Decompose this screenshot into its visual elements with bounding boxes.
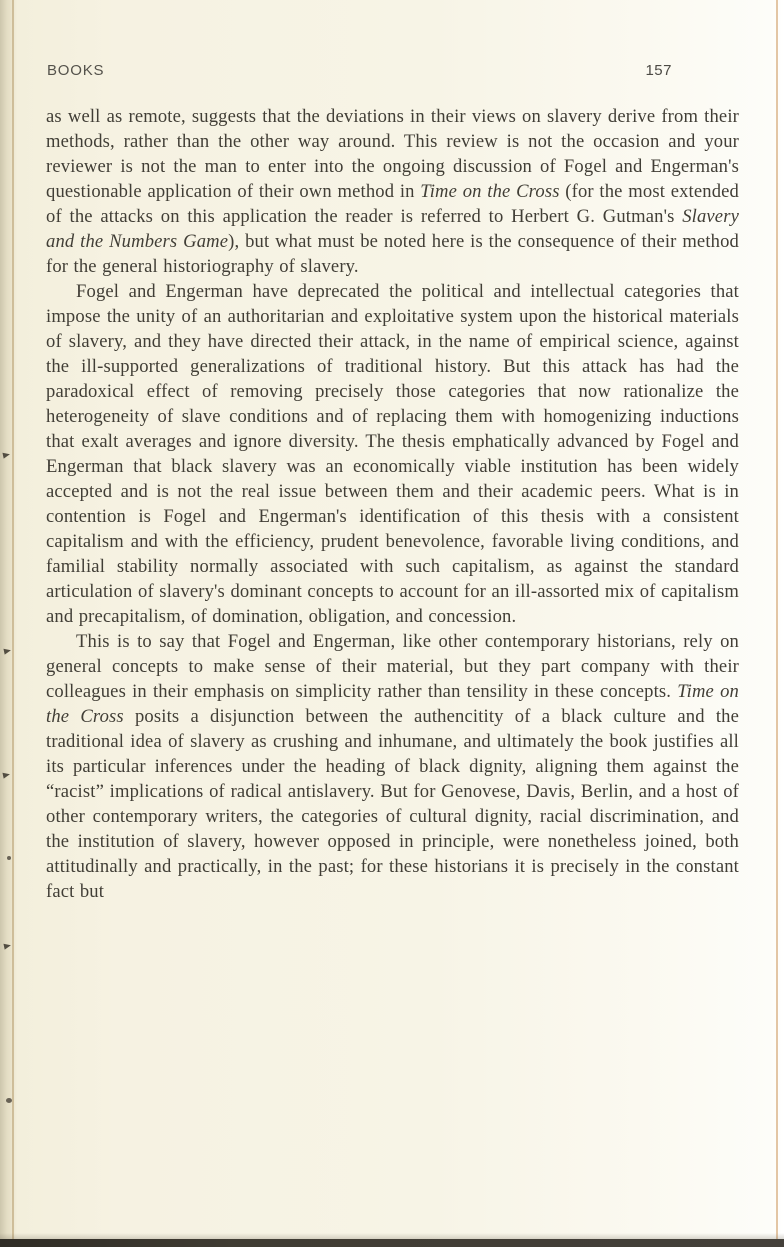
page-text — [46, 104, 739, 904]
section-title: BOOKS — [47, 62, 105, 79]
binding-crease-line — [12, 0, 14, 1247]
body-paragraph — [46, 629, 739, 904]
paragraph-text: Fogel and Engerman have deprecated the political and intellectual categories that impose the unity of an authoritarian and exploitative system upon the historical materials of slavery, and they have directed their attack, in the name of empirical science, against the ill-supported generalizations of traditional history. But this attack has had the paradoxical effect of removing precisely those categories that now rationalize the heterogeneity of slave conditions and of replacing them with homogenizing inductions that exalt averages and ignore diversity. The thesis emphatically advanced by Fogel and Engerman that black slavery was an economically viable institution has been widely accepted and is not the real issue between them and their academic peers. What is in contention is Fogel and Engerman's identification of this thesis with a consistent capitalism and with the efficiency, prudent benevolence, favorable living conditions, and familial stability normally associated with such capitalism, as against the standard articulation of slavery's dominant concepts to account for an ill-assorted mix of capitalism and precapitalism, of domination, obligation, and concession. — [46, 281, 739, 627]
paragraph-text: This is to say that Fogel and Engerman, like other contemporary historians, rely on general concepts to make sense of their material, but they part company with their colleagues in their emphasis on simplicity rather than tensility in these concepts. — [46, 631, 739, 702]
paragraph-text: (for the most extended of the attacks on this application the reader is referred to Herbert G. Gutman's — [46, 181, 740, 227]
book-title-italic: Time on the Cross — [420, 181, 560, 202]
page-number: 157 — [645, 62, 672, 79]
right-page-edge-line — [776, 0, 778, 1247]
body-paragraph — [46, 279, 739, 629]
book-title-italic: Slavery and the Numbers Game — [46, 206, 739, 252]
body-paragraph — [46, 104, 739, 279]
bottom-scan-edge — [0, 1239, 784, 1247]
pen-mark-dot — [6, 1098, 12, 1103]
paragraph-text: as well as remote, suggests that the deviations in their views on slavery derive from their methods, rather than the other way around. This review is not the occasion and your reviewer is not the man to enter into the ongoing discussion of Fogel and Engerman's questionable application of their own method in — [46, 106, 739, 202]
running-head — [47, 62, 672, 79]
book-title-italic: Time on the Cross — [46, 681, 739, 727]
pen-mark-dot — [7, 856, 11, 860]
paragraph-text: ), but what must be noted here is the consequence of their method for the general historiography of slavery. — [46, 231, 739, 277]
paragraph-text: posits a disjunction between the authencitity of a black culture and the traditional idea of slavery as crushing and inhumane, and ultimately the book justifies all its particular inferences under the heading of black dignity, aligning them against the “racist” implications of radical antislavery. But for Genovese, Davis, Berlin, and a host of other contemporary writers, the categories of cultural dignity, racial discrimination, and the institution of slavery, however opposed in principle, were nonetheless joined, both attitudinally and practically, in the past; for these historians it is precisely in the constant fact but — [46, 706, 739, 902]
